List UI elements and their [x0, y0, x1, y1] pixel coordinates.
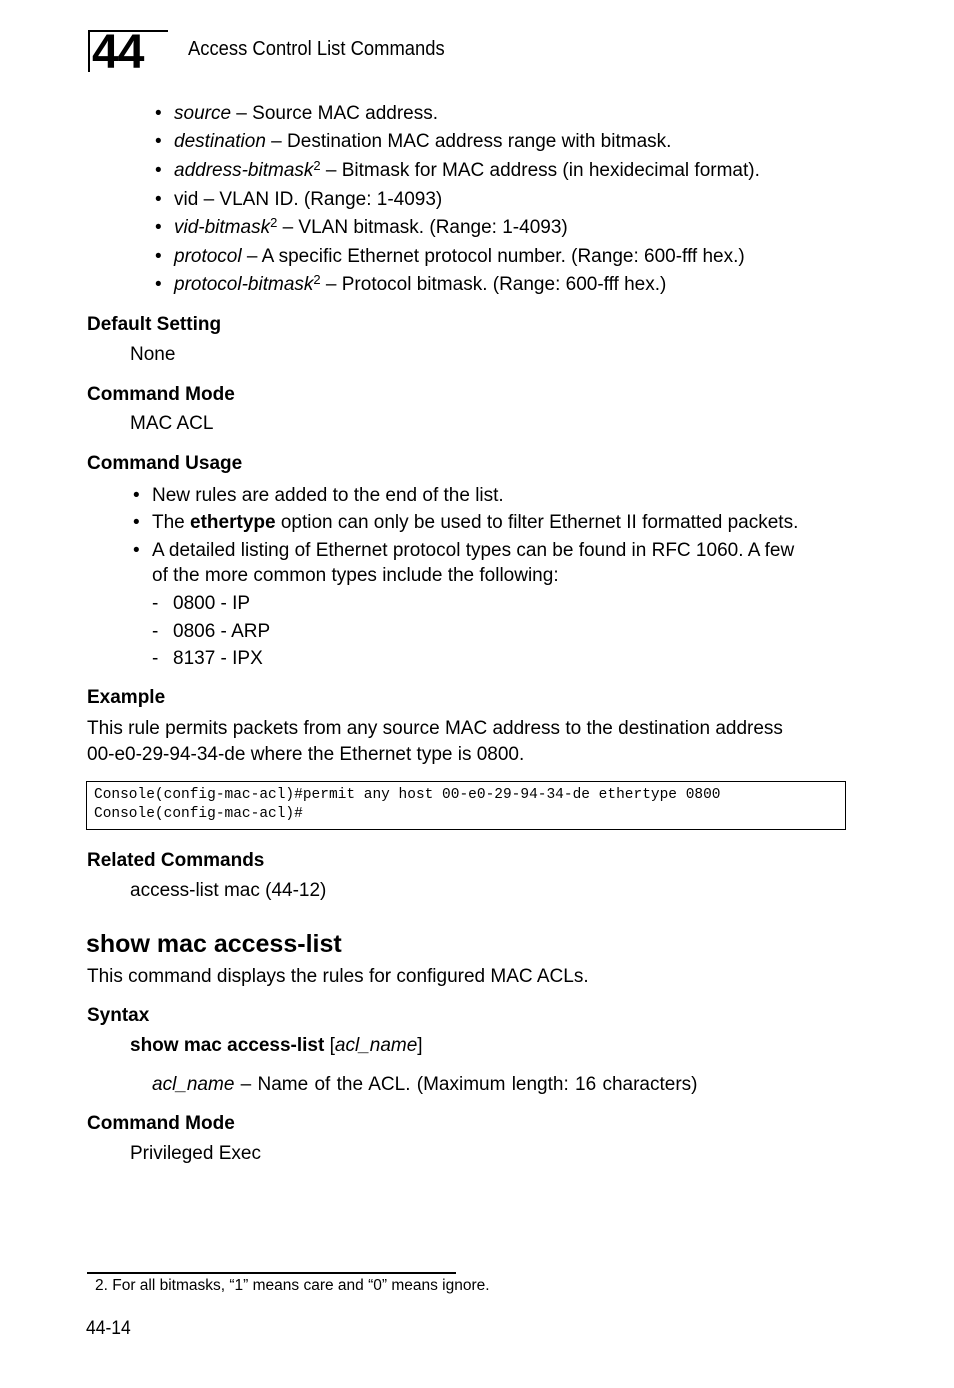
default-setting-value: None — [130, 344, 176, 365]
example-text-line2: 00-e0-29-94-34-de where the Ethernet type is 0800. — [87, 744, 525, 765]
param-desc: – Bitmask for MAC address (in hexidecimal format). — [320, 160, 760, 181]
param-item — [155, 130, 672, 154]
command-usage-heading: Command Usage — [87, 453, 243, 474]
bullet-icon: • — [155, 274, 162, 295]
param-item — [155, 272, 667, 297]
bullet-icon: • — [155, 217, 162, 238]
syntax-heading: Syntax — [87, 1005, 150, 1026]
syntax-line — [130, 1035, 423, 1057]
param-term: vid-bitmask — [174, 217, 271, 238]
command-mode-value: MAC ACL — [130, 413, 214, 434]
keyword-ethertype: ethertype — [190, 512, 276, 533]
usage-item — [133, 484, 504, 508]
protocol-type-item — [152, 592, 251, 616]
param-term: destination — [174, 131, 266, 152]
param-item — [155, 245, 745, 269]
bullet-icon: • — [155, 131, 162, 152]
dash-icon: - — [152, 593, 159, 614]
bullet-icon: • — [155, 189, 162, 210]
chapter-number: 44 — [88, 30, 168, 72]
bullet-icon: • — [155, 246, 162, 267]
dash-icon: - — [152, 648, 159, 669]
code-line: Console(config-mac-acl)#permit any host 00-e0-29-94-34-de ethertype 0800 — [94, 787, 721, 803]
default-setting-heading: Default Setting — [87, 314, 222, 335]
related-command-link: access-list mac (44-12) — [130, 880, 327, 901]
usage-text-continued: of the more common types include the following: — [152, 565, 559, 586]
param-term: protocol-bitmask — [174, 274, 314, 295]
command-mode-value: Privileged Exec — [130, 1143, 261, 1164]
protocol-type: 0800 - IP — [173, 593, 251, 614]
footnote-divider — [87, 1272, 456, 1274]
usage-text: A detailed listing of Ethernet protocol types can be found in RFC 1060. A few — [152, 540, 795, 561]
protocol-type-item — [152, 647, 263, 671]
example-text-line1: This rule permits packets from any source MAC address to the destination address — [87, 718, 783, 739]
code-line: Console(config-mac-acl)# — [94, 806, 303, 822]
protocol-type-item — [152, 620, 271, 644]
param-desc: – A specific Ethernet protocol number. (Range: 600-fff hex.) — [241, 246, 745, 267]
usage-item — [133, 511, 799, 535]
param-item — [155, 102, 439, 126]
footnote-ref: 2 — [313, 272, 321, 287]
protocol-type: 0806 - ARP — [173, 621, 271, 642]
param-term: protocol — [174, 246, 242, 267]
footnote-ref: 2 — [313, 158, 321, 173]
param-term: source — [174, 103, 232, 124]
param-item — [155, 215, 568, 240]
param-desc: – VLAN bitmask. (Range: 1-4093) — [277, 217, 568, 238]
bullet-icon: • — [133, 540, 140, 561]
footnote: 2. For all bitmasks, “1” means care and “0” means ignore. — [95, 1277, 490, 1294]
param-desc: – Name of the ACL. (Maximum length: 16 characters) — [234, 1074, 698, 1095]
bullet-icon: • — [133, 485, 140, 506]
param-desc: – Protocol bitmask. (Range: 600-fff hex.) — [320, 274, 667, 295]
usage-item — [133, 539, 795, 563]
param-definition — [152, 1073, 697, 1097]
section-title: show mac access-list — [86, 930, 342, 958]
page-number: 44-14 — [86, 1318, 131, 1339]
syntax-bracket: ] — [417, 1035, 423, 1056]
bullet-icon: • — [133, 512, 140, 533]
param-desc: – Destination MAC address range with bitmask. — [265, 131, 672, 152]
command-mode-heading: Command Mode — [87, 1113, 235, 1134]
param-term: address-bitmask — [174, 160, 314, 181]
param-item — [155, 188, 443, 212]
usage-text: New rules are added to the end of the list. — [152, 485, 504, 506]
related-commands-heading: Related Commands — [87, 850, 265, 871]
dash-icon: - — [152, 621, 159, 642]
param-desc: vid – VLAN ID. (Range: 1-4093) — [174, 189, 443, 210]
footnote-ref: 2 — [270, 215, 278, 230]
code-example — [86, 781, 846, 830]
param-desc: – Source MAC address. — [231, 103, 439, 124]
command-mode-heading: Command Mode — [87, 384, 235, 405]
section-description: This command displays the rules for configured MAC ACLs. — [87, 966, 589, 987]
syntax-bracket: [ — [324, 1035, 335, 1056]
example-heading: Example — [87, 687, 166, 708]
bullet-icon: • — [155, 103, 162, 124]
param-item — [155, 158, 760, 183]
bullet-icon: • — [155, 160, 162, 181]
param-term: acl_name — [152, 1074, 235, 1095]
usage-text: option can only be used to filter Ethernet II formatted packets. — [275, 512, 799, 533]
chapter-title: Access Control List Commands — [188, 38, 445, 60]
syntax-command: show mac access-list — [130, 1035, 325, 1056]
usage-text: The — [152, 512, 191, 533]
syntax-param: acl_name — [334, 1035, 418, 1056]
protocol-type: 8137 - IPX — [173, 648, 263, 669]
